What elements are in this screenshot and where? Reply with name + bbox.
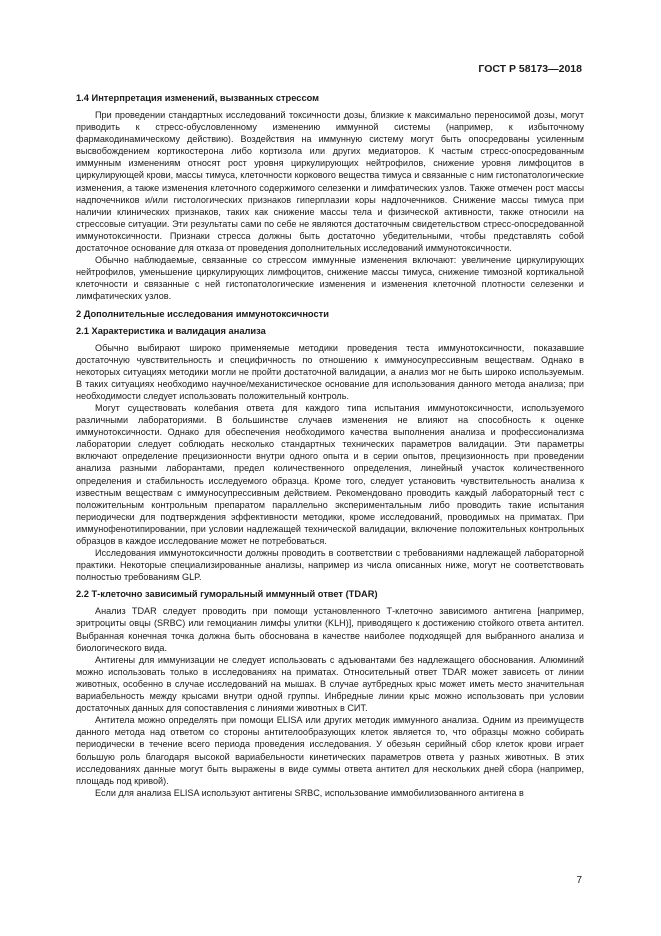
paragraph: Обычно выбирают широко применяемые методики проведения теста иммунотоксичности, показавшие достаточную чувствительность и специфичность по отношению к иммуносупрессивным веществам. Однако в некоторых ситуациях методики могли не пройти достаточной валидации, а анализ мог не быть широко используемым. В таких ситуациях необходимо научное/механистическое основание для использования данного метода анализа; при необходимости следует использовать положительный контроль. <box>76 342 584 401</box>
paragraph: Обычно наблюдаемые, связанные со стрессом иммунные изменения включают: увеличение циркулирующих нейтрофилов, уменьшение циркулирующих лимфоцитов, снижение массы тимуса, снижение тимозной кортикальной клеточности и связанные с ней гистопатологические изменения и изменения клеточной плотности селезенки и лимфатических узлов. <box>76 255 584 302</box>
section-heading-2: 2 Дополнительные исследования иммунотоксичности <box>76 308 329 319</box>
section-heading-2-1: 2.1 Характеристика и валидация анализа <box>76 325 266 336</box>
paragraph: Могут существовать колебания ответа для каждого типа испытания иммунотоксичности, используемого различными лабораториями. В большинстве случаев изменения не влияют на способность к оценке иммунотоксичности. Однако для обеспечения необходимого качества выполнения анализа и профессионализма лаборатории следует соблюдать несколько стандартных технических параметров валидации. Эти параметры включают определение прецизионности внутри одного опыта и в серии опытов, прецизионность при проведении анализа разными лаборантами, предел количественного определения, линейный участок количественного определения и стабильность исследуемого образца. Кроме того, следует установить чувствительность анализа к известным веществам с иммуносупрессивным действием. Рекомендовано проводить каждый лабораторный тест с положительным контрольным препаратом параллельно экспериментальным либо проводить такие испытания периодически для подтверждения эффективности методики, кроме исследований, проводимых на приматах. При иммунофенотипировании, при условии надлежащей технической валидации, включение положительных контрольных образцов в каждое исследование может не потребоваться. <box>76 402 584 546</box>
paragraph: При проведении стандартных исследований токсичности дозы, близкие к максимально переносимой дозы, могут приводить к стресс-обусловленному изменению иммунной системы (например, к избыточному фармакодинамическому действию). Воздействия на иммунную систему могут быть опосредованы усиленным высвобождением кортикостерона либо кортизола или других медиаторов. К частым стресс-опосредованным иммунным изменениям относят рост уровня циркулирующих нейтрофилов, снижение уровня лимфоцитов в циркулирующей крови, массы тимуса, клеточности коркового вещества тимуса и связанные с ним гистопатологические изменения, а также изменения клеточного содержимого селезенки и лимфатических узлов. Также отмечен рост массы надпочечников и/или гистологических признаков гиперплазии коры надпочечников. Снижение массы тимуса при наличии клинических признаков, таких как снижение массы тела и физической активности, также относили на стрессовые ситуации. Эти результаты сами по себе не являются достаточным свидетельством стресс-опосредованной иммунотоксичности. Признаки стресса должны быть достаточно убедительными, чтобы представлять собой достаточное основание для отказа от проведения дополнительных исследований иммунотоксичности. <box>76 110 584 254</box>
document-body <box>76 92 584 799</box>
standard-number: ГОСТ Р 58173—2018 <box>478 63 582 75</box>
section-heading-1-4: 1.4 Интерпретация изменений, вызванных стрессом <box>76 93 320 103</box>
paragraph: Анализ TDAR следует проводить при помощи установленного Т-клеточно зависимого антигена [например, эритроциты овцы (SRBC) или гемоцианин лимфы улитки (KLH)], приводящего к достижению стойкого ответа антител. Выбранная конечная точка должна быть обоснована в качестве наиболее подходящей для выбранного анализа и биологического вида. <box>76 606 584 653</box>
paragraph: Антигены для иммунизации не следует использовать с адъювантами без надлежащего обоснования. Алюминий можно использовать только в исследованиях на приматах. Относительный ответ TDAR может зависеть от линии животных, особенно в случае исследований на мышах. В случае аутбредных крыс может иметь место значительная вариабельность между крысами внутри одной группы. Инбредные линии крыс можно использовать при условии достаточных данных для сопоставления с линиями животных в СИТ. <box>76 654 584 714</box>
paragraph: Антитела можно определять при помощи ELISA или других методик иммунного анализа. Одним из преимуществ данного метода над ответом со стороны антителообразующих клеток является то, что образцы можно собирать периодически в течение всего периода проведения исследования. У обезьян серийный сбор клеток крови играет большую роль благодаря высокой вариабельности кинетических параметров ответа у разных животных. В этих исследованиях данные могут быть выражены в виде суммы ответа антител для нескольких дней сбора (например, площадь под кривой). <box>76 715 584 786</box>
paragraph: Если для анализа ELISA используют антигены SRBC, использование иммобилизованного антигена в <box>95 787 524 798</box>
section-heading-2-2: 2.2 Т-клеточно зависимый гуморальный иммунный ответ (TDAR) <box>76 589 378 600</box>
paragraph: Исследования иммунотоксичности должны проводить в соответствии с требованиями надлежащей лабораторной практики. Некоторые специализированные анализы, например из числа описанных ниже, могут не соответствовать полностью требованиям GLP. <box>76 548 584 583</box>
page-number: 7 <box>576 875 582 886</box>
